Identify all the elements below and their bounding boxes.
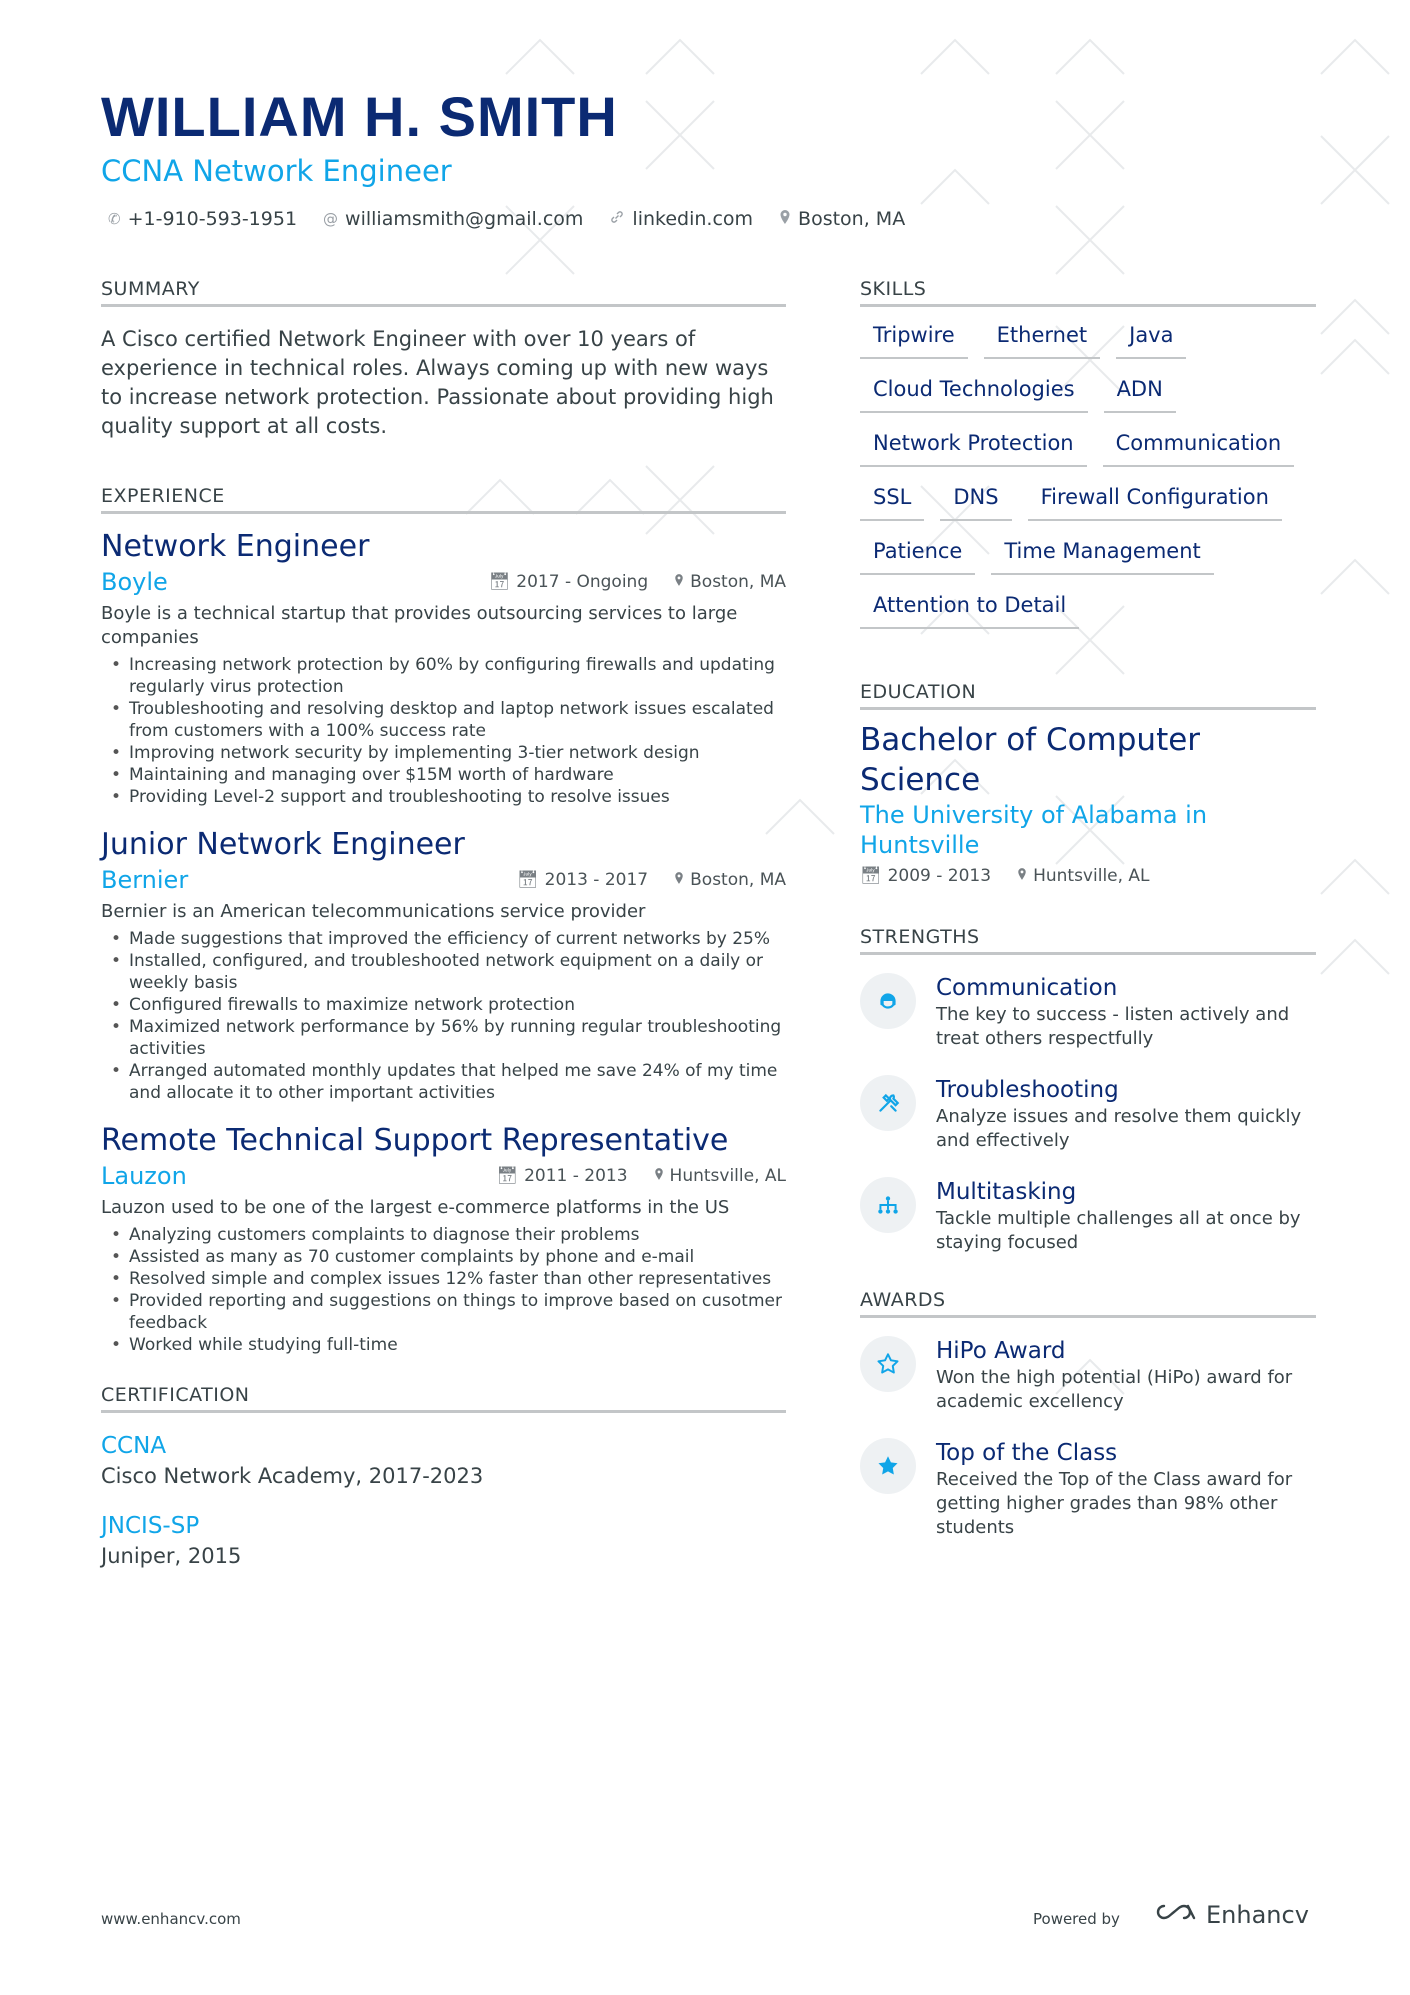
bullet-item: • Installed, configured, and troubleshooted network equipment on a daily or weekly basis [101,950,786,994]
skill-tag: Cloud Technologies [860,369,1088,413]
contact-location [779,208,905,230]
job-location: Boston, MA [690,870,786,890]
skills-section [860,278,1316,629]
bullet-item: • Made suggestions that improved the efficiency of current networks by 25% [101,928,786,950]
at-icon: @ [323,210,339,228]
company-name: Lauzon [101,1162,187,1190]
link-icon [609,209,625,229]
location-icon [654,1166,664,1186]
skill-tag: Firewall Configuration [1028,477,1282,521]
bullet-item: • Maintaining and managing over $15M worth of hardware [101,764,786,786]
job-bullets [101,1224,786,1356]
bullet-item: • Worked while studying full-time [101,1334,786,1356]
job-dates: 2011 - 2013 [524,1166,628,1186]
job-location: Boston, MA [690,572,786,592]
calendar-icon: 📅︎ [860,866,882,886]
skill-tag: Communication [1103,423,1295,467]
bullet-item: • Provided reporting and suggestions on things to improve based on cusotmer feedback [101,1290,786,1334]
strength-description: The key to success - listen actively and treat others respectfully [936,1004,1290,1049]
award-description: Received the Top of the Class award for getting higher grades than 98% other students [936,1469,1293,1538]
contact-email[interactable] [323,208,583,230]
skill-tag: Patience [860,531,975,575]
job-description: Lauzon used to be one of the largest e-commerce platforms in the US [101,1197,730,1218]
summary-heading: SUMMARY [101,278,786,307]
certification-heading: CERTIFICATION [101,1384,786,1413]
footer-brand[interactable] [1150,1900,1309,1930]
job-dates: 2013 - 2017 [544,870,649,890]
enhancv-logo-icon [1150,1900,1198,1930]
summary-text: A Cisco certified Network Engineer with over 10 years of experience in technical roles. Always coming up with new ways to increase network protection. Passionate about providing high quality support at all costs. [101,327,774,438]
skill-tag: SSL [860,477,924,521]
calendar-icon: 📅︎ [517,870,539,890]
job-title: Junior Network Engineer [101,827,465,862]
strength-description: Tackle multiple challenges all at once by staying focused [936,1208,1301,1253]
education-heading: EDUCATION [860,681,1316,710]
award-title: Top of the Class [936,1440,1118,1466]
skill-tag: Java [1116,315,1186,359]
experience-heading: EXPERIENCE [101,485,786,514]
footer-powered-by: Powered by [1033,1910,1120,1928]
skill-tag: DNS [940,477,1011,521]
skills-heading: SKILLS [860,278,1316,307]
job-entry [101,528,786,808]
phone-icon: ✆ [108,210,121,228]
strength-item [860,1177,1316,1255]
skill-tag: Tripwire [860,315,968,359]
company-name: Boyle [101,568,168,596]
strength-title: Troubleshooting [936,1077,1119,1103]
location-icon [779,209,791,229]
job-bullets [101,928,786,1104]
tools-icon [860,1075,916,1131]
certification-item [101,1431,786,1491]
location-icon [674,572,684,592]
bullet-item: • Resolved simple and complex issues 12% faster than other representatives [101,1268,786,1290]
certification-detail: Cisco Network Academy, 2017-2023 [101,1464,484,1488]
certification-name: JNCIS-SP [101,1513,200,1539]
job-title: Remote Technical Support Representative [101,1123,729,1158]
candidate-name: WILLIAM H. SMITH [101,85,618,148]
awards-heading: AWARDS [860,1289,1316,1318]
education-degree: Bachelor of Computer Science [860,722,1201,798]
strength-description: Analyze issues and resolve them quickly and effectively [936,1106,1302,1151]
footer-url[interactable]: www.enhancv.com [101,1910,241,1928]
location-text: Boston, MA [798,208,906,230]
bullet-item: • Troubleshooting and resolving desktop and laptop network issues escalated from customers with a 100% success rate [101,698,786,742]
job-bullets [101,654,786,808]
experience-section [101,485,786,1356]
certification-section [101,1384,786,1571]
hierarchy-icon [860,1177,916,1233]
bullet-item: • Configured firewalls to maximize network protection [101,994,786,1016]
award-title: HiPo Award [936,1338,1066,1364]
bullet-item: • Providing Level-2 support and troubleshooting to resolve issues [101,786,786,808]
skills-list [860,315,1316,629]
strengths-section [860,926,1316,1255]
location-icon [674,870,684,890]
summary-section [101,278,786,441]
phone-text: +1-910-593-1951 [127,208,298,230]
star-outline-icon [860,1336,916,1392]
right-column [860,278,1316,1564]
strength-item [860,1075,1316,1153]
job-entry [101,826,786,1104]
email-text: williamsmith@gmail.com [345,208,584,230]
job-title: Network Engineer [101,529,370,564]
skill-tag: ADN [1104,369,1176,413]
footer-brand-name: Enhancv [1206,1901,1309,1929]
skill-tag: Attention to Detail [860,585,1079,629]
education-location: Huntsville, AL [1033,866,1150,886]
job-location: Huntsville, AL [669,1166,786,1186]
strength-title: Communication [936,975,1118,1001]
certification-name: CCNA [101,1433,167,1459]
awards-section [860,1289,1316,1540]
skill-tag: Ethernet [984,315,1100,359]
skill-tag: Network Protection [860,423,1087,467]
calendar-icon: 📅︎ [488,572,511,592]
contact-phone[interactable] [108,208,297,230]
certification-item [101,1511,786,1571]
award-item [860,1336,1316,1414]
strength-title: Multitasking [936,1179,1077,1205]
contact-bar [108,208,905,230]
calendar-icon: 📅︎ [496,1166,519,1186]
strength-item [860,973,1316,1051]
education-dates: 2009 - 2013 [887,866,992,886]
bullet-item: • Arranged automated monthly updates that helped me save 24% of my time and allocate it to other important activities [101,1060,786,1104]
headset-icon [860,973,916,1029]
company-name: Bernier [101,866,189,894]
left-column [101,278,786,1591]
linkedin-text: linkedin.com [632,208,754,230]
strengths-heading: STRENGTHS [860,926,1316,955]
job-description: Bernier is an American telecommunications service provider [101,901,646,922]
award-description: Won the high potential (HiPo) award for academic excellency [936,1367,1293,1412]
location-icon [1017,866,1027,886]
job-entry [101,1122,786,1356]
education-section [860,681,1316,886]
bullet-item: • Analyzing customers complaints to diagnose their problems [101,1224,786,1246]
job-dates: 2017 - Ongoing [516,572,649,592]
bullet-item: • Assisted as many as 70 customer complaints by phone and e-mail [101,1246,786,1268]
skill-tag: Time Management [991,531,1213,575]
bullet-item: • Maximized network performance by 56% by running regular troubleshooting activities [101,1016,786,1060]
job-description: Boyle is a technical startup that provides outsourcing services to large companies [101,603,738,648]
star-filled-icon [860,1438,916,1494]
candidate-title: CCNA Network Engineer [101,154,452,188]
award-item [860,1438,1316,1540]
certification-detail: Juniper, 2015 [101,1544,242,1568]
contact-linkedin[interactable] [609,208,753,230]
bullet-item: • Improving network security by implementing 3-tier network design [101,742,786,764]
education-school: The University of Alabama in Huntsville [860,801,1208,859]
bullet-item: • Increasing network protection by 60% by configuring firewalls and updating regularly virus protection [101,654,786,698]
